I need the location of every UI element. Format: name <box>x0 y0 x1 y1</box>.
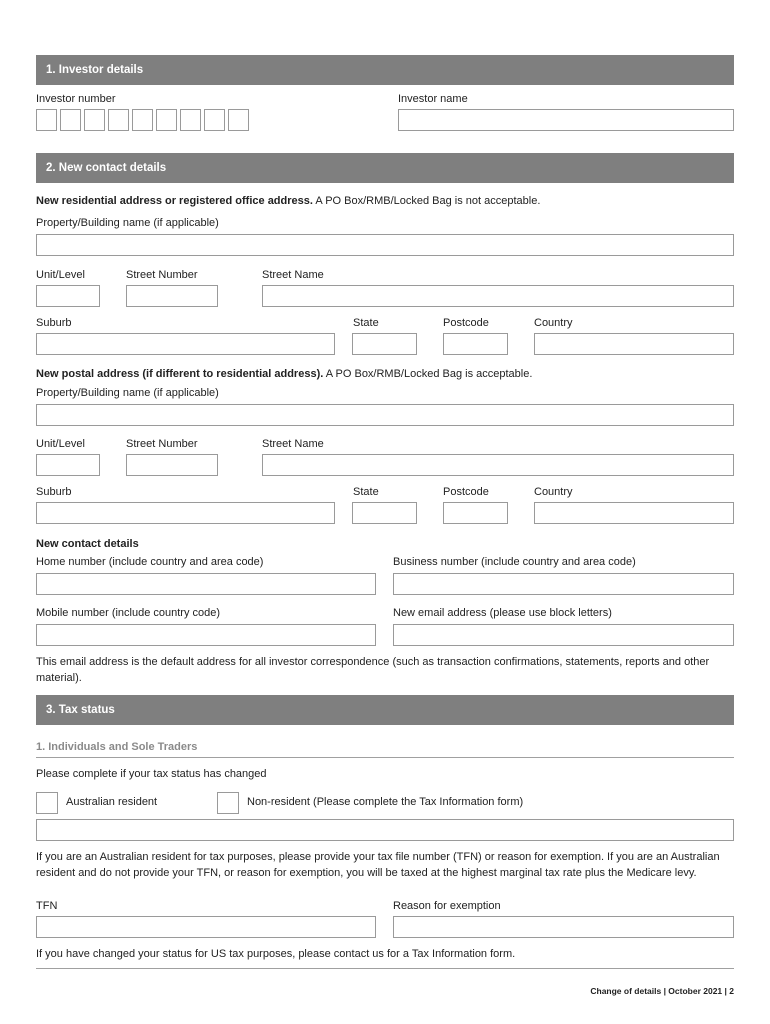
section-investor-details-header: 1. Investor details <box>36 55 734 85</box>
section-tax-status-header: 3. Tax status <box>36 695 734 725</box>
investor-number-digit-5[interactable] <box>132 109 153 131</box>
postal-address-heading-bold: New postal address (if different to residential address). <box>36 368 324 380</box>
email-address-input[interactable] <box>393 624 734 646</box>
postal-street-name-input[interactable] <box>262 454 734 476</box>
residential-suburb-label: Suburb <box>36 317 72 329</box>
residential-postcode-input[interactable] <box>443 333 508 355</box>
exemption-reason-label: Reason for exemption <box>393 900 501 912</box>
exemption-reason-input[interactable] <box>393 916 734 938</box>
investor-number-digit-9[interactable] <box>228 109 249 131</box>
residential-street-name-label: Street Name <box>262 269 324 281</box>
postal-address-heading-note: A PO Box/RMB/Locked Bag is acceptable. <box>323 368 533 380</box>
non-resident-label: Non-resident (Please complete the Tax Information form) <box>247 796 524 808</box>
investor-number-digit-7[interactable] <box>180 109 201 131</box>
residential-address-heading-bold: New residential address or registered office address. <box>36 195 313 207</box>
investor-number-digit-4[interactable] <box>108 109 129 131</box>
tfn-label: TFN <box>36 900 58 912</box>
postal-country-label: Country <box>534 486 573 498</box>
footer-divider <box>36 968 734 969</box>
investor-number-digit-2[interactable] <box>60 109 81 131</box>
residential-street-number-input[interactable] <box>126 285 218 307</box>
residential-state-label: State <box>353 317 379 329</box>
postal-property-label: Property/Building name (if applicable) <box>36 387 219 399</box>
residential-address-heading-note: A PO Box/RMB/Locked Bag is not acceptable. <box>312 195 541 207</box>
postal-street-number-input[interactable] <box>126 454 218 476</box>
mobile-number-input[interactable] <box>36 624 376 646</box>
investor-name-input[interactable] <box>398 109 734 131</box>
residential-country-label: Country <box>534 317 573 329</box>
page-footer: Change of details | October 2021 | 2 <box>590 986 734 996</box>
postal-country-input[interactable] <box>534 502 734 524</box>
postal-unit-label: Unit/Level <box>36 438 85 450</box>
investor-number-label: Investor number <box>36 93 116 105</box>
email-address-label: New email address (please use block letters) <box>393 607 612 619</box>
individuals-sole-traders-subheading: 1. Individuals and Sole Traders <box>36 741 198 753</box>
investor-number-digit-1[interactable] <box>36 109 57 131</box>
investor-name-label: Investor name <box>398 93 468 105</box>
residential-unit-input[interactable] <box>36 285 100 307</box>
residential-postcode-label: Postcode <box>443 317 489 329</box>
postal-postcode-input[interactable] <box>443 502 508 524</box>
postal-suburb-label: Suburb <box>36 486 72 498</box>
australian-resident-checkbox[interactable] <box>36 792 58 814</box>
tax-status-instruction: Please complete if your tax status has changed <box>36 768 267 780</box>
subheading-divider <box>36 757 734 758</box>
postal-street-number-label: Street Number <box>126 438 198 450</box>
residential-suburb-input[interactable] <box>36 333 335 355</box>
postal-state-label: State <box>353 486 379 498</box>
tfn-input[interactable] <box>36 916 376 938</box>
postal-postcode-label: Postcode <box>443 486 489 498</box>
section-new-contact-details-header: 2. New contact details <box>36 153 734 183</box>
postal-street-name-label: Street Name <box>262 438 324 450</box>
investor-number-digit-6[interactable] <box>156 109 177 131</box>
non-resident-checkbox[interactable] <box>217 792 239 814</box>
residential-unit-label: Unit/Level <box>36 269 85 281</box>
postal-suburb-input[interactable] <box>36 502 335 524</box>
tfn-explanation: If you are an Australian resident for tax purposes, please provide your tax file number (TFN) or reason for exemption. If you are an Australian resident and do not provide your TFN, or reason for exemption, you will be taxed at the highest marginal tax rate plus the Medicare levy. <box>36 851 720 879</box>
residential-property-label: Property/Building name (if applicable) <box>36 217 219 229</box>
residential-street-number-label: Street Number <box>126 269 198 281</box>
postal-state-input[interactable] <box>352 502 417 524</box>
tax-status-details-input[interactable] <box>36 819 734 841</box>
postal-address-heading <box>36 368 532 380</box>
australian-resident-label: Australian resident <box>66 796 158 808</box>
residential-state-input[interactable] <box>352 333 417 355</box>
postal-unit-input[interactable] <box>36 454 100 476</box>
business-number-input[interactable] <box>393 573 734 595</box>
mobile-number-label: Mobile number (include country code) <box>36 607 221 619</box>
residential-country-input[interactable] <box>534 333 734 355</box>
email-default-note: This email address is the default address for all investor correspondence (such as transaction confirmations, statements, reports and other material). <box>36 656 710 684</box>
investor-number-digit-3[interactable] <box>84 109 105 131</box>
residential-street-name-input[interactable] <box>262 285 734 307</box>
home-number-label: Home number (include country and area code) <box>36 556 264 568</box>
postal-property-input[interactable] <box>36 404 734 426</box>
residential-property-input[interactable] <box>36 234 734 256</box>
us-tax-note: If you have changed your status for US tax purposes, please contact us for a Tax Information form. <box>36 948 516 960</box>
investor-number-digit-8[interactable] <box>204 109 225 131</box>
residential-address-heading <box>36 195 540 207</box>
new-contact-details-heading: New contact details <box>36 538 139 550</box>
business-number-label: Business number (include country and area code) <box>393 556 636 568</box>
home-number-input[interactable] <box>36 573 376 595</box>
